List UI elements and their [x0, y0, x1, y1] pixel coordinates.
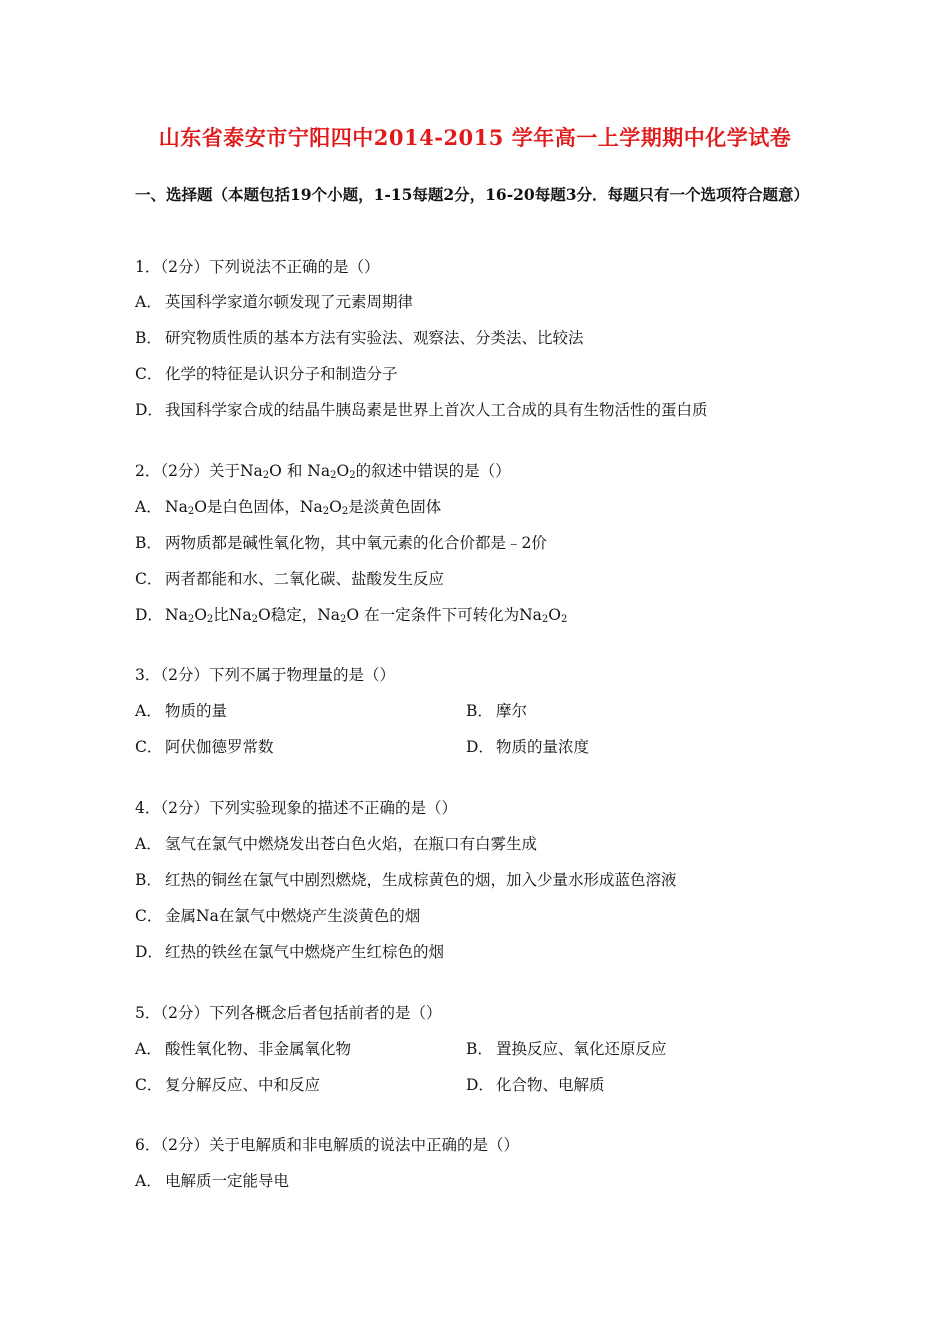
- option-letter: C．: [135, 1076, 163, 1094]
- option-text: 摩尔: [496, 702, 528, 720]
- subscript: 2: [541, 614, 549, 625]
- formula-na: Na: [165, 498, 188, 516]
- option-text: 电解质一定能导电: [165, 1172, 290, 1190]
- formula-o: O: [269, 462, 282, 480]
- option-letter: A．: [135, 835, 162, 853]
- option-text: 两物质都是碱性氧化物，其中氧元素的化合价都是﹣2价: [165, 534, 547, 552]
- question-3-stem: 3．（2分）下列不属于物理量的是（）: [135, 666, 395, 684]
- option-text: 研究物质性质的基本方法有实验法、观察法、分类法、比较法: [165, 329, 584, 347]
- question-1-option-a: [135, 290, 413, 312]
- question-2-option-d: [135, 603, 567, 625]
- option-text: 化合物、电解质: [496, 1076, 605, 1094]
- option-letter: D．: [135, 401, 163, 419]
- option-text: 比: [213, 606, 229, 624]
- subscript: 2: [187, 614, 195, 625]
- option-text: 是淡黄色固体: [348, 498, 442, 516]
- stem-text: 2．（2分）关于: [135, 462, 240, 480]
- option-letter: D．: [135, 943, 163, 961]
- option-text: 阿伏伽德罗常数: [165, 738, 274, 756]
- question-3-option-b: [466, 699, 527, 721]
- option-text: 英国科学家道尔顿发现了元素周期律: [165, 293, 414, 311]
- option-text: 在一定条件下可转化为: [364, 606, 520, 624]
- formula-o: O: [346, 606, 360, 624]
- option-text: 红热的铜丝在氯气中剧烈燃烧，生成棕黄色的烟，加入少量水形成蓝色溶液: [165, 871, 677, 889]
- question-2-stem: [135, 459, 511, 481]
- question-2-option-a: [135, 495, 441, 517]
- option-letter: B．: [135, 534, 162, 552]
- option-text: 两者都能和水、二氧化碳、盐酸发生反应: [165, 570, 445, 588]
- formula-na: Na: [165, 606, 188, 624]
- question-5-option-d: [466, 1073, 605, 1095]
- option-text: 物质的量浓度: [496, 738, 590, 756]
- formula-na: Na: [307, 462, 331, 480]
- question-5-option-a: [135, 1037, 351, 1059]
- question-6-option-a: [135, 1169, 289, 1191]
- option-text: 稳定，: [270, 606, 318, 624]
- option-text: 化学的特征是认识分子和制造分子: [165, 365, 398, 383]
- question-5-option-c: [135, 1073, 320, 1095]
- option-text: 物质的量: [165, 702, 228, 720]
- option-text: 氢气在氯气中燃烧发出苍白色火焰，在瓶口有白雾生成: [165, 835, 538, 853]
- formula-o: O: [194, 606, 207, 624]
- option-letter: A．: [135, 293, 162, 311]
- section-heading: 一、选择题（本题包括19个小题，1-15每题2分，16-20每题3分．每题只有一个选项符合题意）: [135, 185, 810, 204]
- subscript: 2: [322, 506, 330, 517]
- option-text: 红热的铁丝在氯气中燃烧产生红棕色的烟: [165, 943, 445, 961]
- stem-text: 和: [286, 462, 303, 480]
- option-letter: A．: [135, 1172, 162, 1190]
- question-1-option-d: [135, 398, 708, 420]
- question-1-stem: 1．（2分）下列说法不正确的是（）: [135, 258, 380, 276]
- option-letter: A．: [135, 498, 162, 516]
- formula-o: O: [257, 606, 271, 624]
- option-letter: D．: [135, 606, 163, 624]
- question-5-option-b: [466, 1037, 667, 1059]
- question-5-stem: 5．（2分）下列各概念后者包括前者的是（）: [135, 1004, 442, 1022]
- formula-na: Na: [519, 606, 542, 624]
- subscript: 2: [341, 506, 349, 517]
- subscript: 2: [187, 506, 195, 517]
- question-1-option-b: [135, 326, 584, 348]
- option-letter: C．: [135, 365, 163, 383]
- option-letter: D．: [466, 738, 494, 756]
- subscript: 2: [340, 614, 347, 625]
- formula-o: O: [548, 606, 561, 624]
- question-4-option-d: [135, 940, 444, 962]
- stem-text: 的叙述中错误的是（）: [355, 462, 511, 480]
- option-letter: A．: [135, 702, 162, 720]
- question-3-option-c: [135, 735, 274, 757]
- subscript: 2: [560, 614, 568, 625]
- question-6-stem: 6．（2分）关于电解质和非电解质的说法中正确的是（）: [135, 1136, 519, 1154]
- option-text: 酸性氧化物、非金属氧化物: [165, 1040, 352, 1058]
- question-2-option-b: [135, 531, 547, 553]
- option-letter: B．: [466, 1040, 493, 1058]
- subscript: 2: [349, 470, 356, 481]
- option-letter: C．: [135, 907, 163, 925]
- formula-na: Na: [228, 606, 252, 624]
- option-text: 是白色固体，: [206, 498, 300, 516]
- question-3-option-a: [135, 699, 227, 721]
- question-1-option-c: [135, 362, 398, 384]
- formula-na: Na: [239, 462, 263, 480]
- option-letter: C．: [135, 570, 163, 588]
- formula-o: O: [329, 498, 342, 516]
- option-letter: C．: [135, 738, 163, 756]
- subscript: 2: [206, 614, 214, 625]
- subscript: 2: [251, 614, 258, 625]
- subscript: 2: [262, 470, 270, 481]
- option-letter: B．: [135, 871, 162, 889]
- option-letter: D．: [466, 1076, 494, 1094]
- question-4-option-a: [135, 832, 537, 854]
- option-text: 复分解反应、中和反应: [165, 1076, 321, 1094]
- option-text: 置换反应、氧化还原反应: [496, 1040, 667, 1058]
- option-letter: B．: [466, 702, 493, 720]
- question-4-option-c: [135, 904, 420, 926]
- question-4-stem: 4．（2分）下列实验现象的描述不正确的是（）: [135, 799, 457, 817]
- question-2-option-c: [135, 567, 444, 589]
- formula-o: O: [194, 498, 207, 516]
- option-text: 金属Na在氯气中燃烧产生淡黄色的烟: [165, 907, 421, 925]
- subscript: 2: [330, 470, 337, 481]
- formula-o: O: [336, 462, 350, 480]
- option-letter: B．: [135, 329, 162, 347]
- question-3-option-d: [466, 735, 589, 757]
- option-letter: A．: [135, 1040, 162, 1058]
- option-text: 我国科学家合成的结晶牛胰岛素是世界上首次人工合成的具有生物活性的蛋白质: [165, 401, 708, 419]
- formula-na: Na: [299, 498, 323, 516]
- exam-title: 山东省泰安市宁阳四中2014-2015 学年高一上学期期中化学试卷: [158, 125, 792, 150]
- formula-na: Na: [317, 606, 341, 624]
- question-4-option-b: [135, 868, 677, 890]
